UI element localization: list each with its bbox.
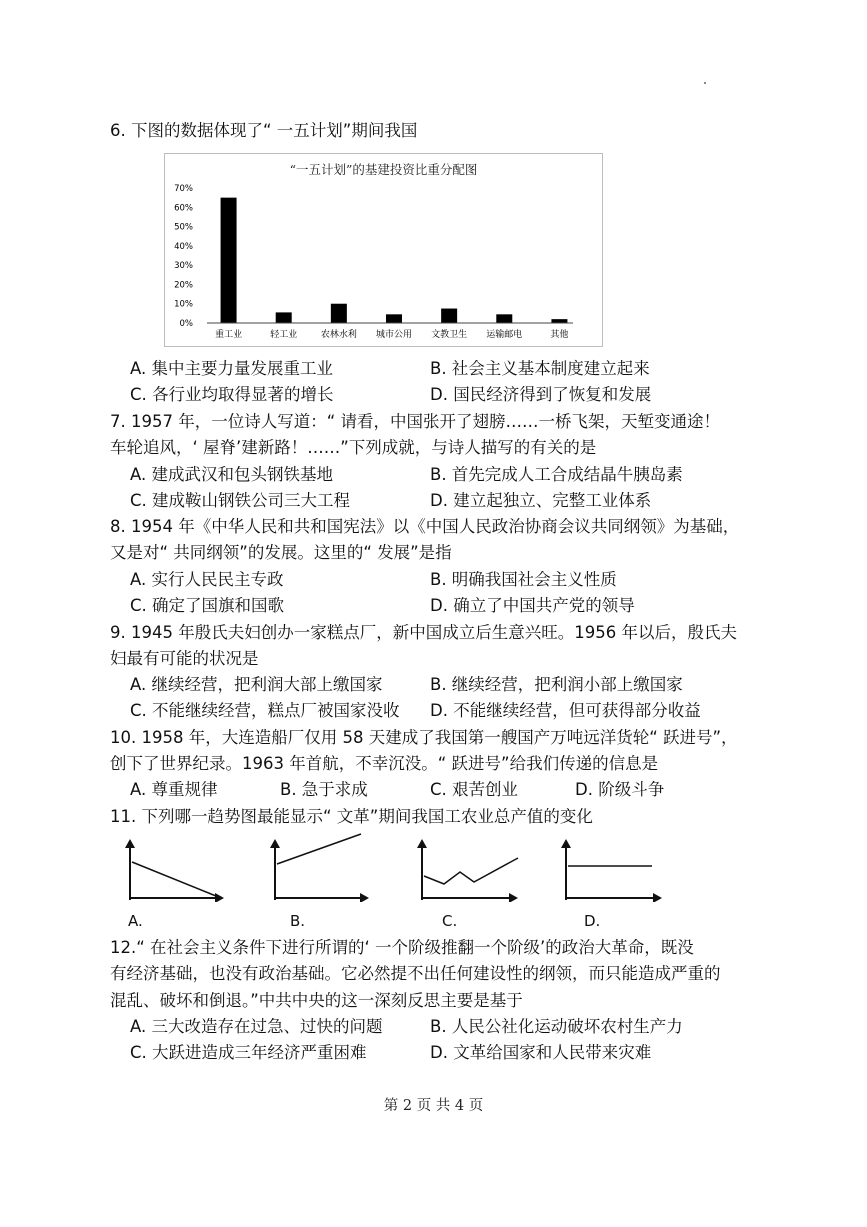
q10-stem-line2: 创下了世界纪录。1963 年首航，不幸沉没。“ 跃进号”给我们传递的信息是 <box>110 754 659 773</box>
q11-stem: 11. 下列哪一趋势图最能显示“ 文革”期间我国工农业总产值的变化 <box>110 807 593 826</box>
q9-option-a[interactable]: A. 继续经营，把利润大部上缴国家 <box>130 675 383 694</box>
q8-stem-line1: 8. 1954 年《中华人民和共和国宪法》以《中国人民政治协商会议共同纲领》为基础， <box>110 517 740 536</box>
y-tick-label: 20% <box>174 280 193 291</box>
bar-4 <box>441 309 457 323</box>
q12-option-a[interactable]: A. 三大改造存在过急、过快的问题 <box>130 1017 383 1036</box>
q10-option-c[interactable]: C. 艰苦创业 <box>430 780 519 799</box>
y-tick-label: 70% <box>174 184 193 194</box>
q10-stem-line1: 10. 1958 年，大连造船厂仅用 58 天建成了我国第一艘国产万吨远洋货轮“ 跃进号”， <box>110 728 738 747</box>
y-tick-label: 10% <box>174 299 193 310</box>
x-category-label: 文教卫生 <box>431 330 468 340</box>
bar-3 <box>386 314 402 323</box>
q7-option-c[interactable]: C. 建成鞍山钢铁公司三大工程 <box>130 491 351 510</box>
scan-speck <box>704 82 706 84</box>
x-category-label: 重工业 <box>215 330 243 340</box>
bar-5 <box>496 314 512 323</box>
x-category-label: 运输邮电 <box>486 330 523 340</box>
chart-plot <box>165 154 602 346</box>
trend-label-c: C. <box>442 912 458 930</box>
q8-stem-line2: 又是对“ 共同纲领”的发展。这里的“ 发展”是指 <box>110 543 452 562</box>
y-tick-label: 30% <box>174 261 193 272</box>
q12-stem-line2: 有经济基础，也没有政治基础。它必然提不出任何建设性的纲领，而只能造成严重的 <box>110 964 721 983</box>
bar-chart <box>164 153 603 347</box>
trend-label-d: D. <box>584 912 601 930</box>
bar-2 <box>331 304 347 323</box>
trend-label-a: A. <box>128 912 143 930</box>
trend-chart-d[interactable] <box>556 838 668 902</box>
q8-option-a[interactable]: A. 实行人民民主专政 <box>130 570 284 589</box>
q7-option-d[interactable]: D. 建立起独立、完整工业体系 <box>430 491 652 510</box>
x-category-label: 其他 <box>550 330 569 340</box>
q12-option-b[interactable]: B. 人民公社化运动破坏农村生产力 <box>430 1017 683 1036</box>
q12-option-c[interactable]: C. 大跃进造成三年经济严重困难 <box>130 1043 367 1062</box>
chart-title: “一五计划”的基建投资比重分配图 <box>289 162 478 177</box>
q12-option-d[interactable]: D. 文革给国家和人民带来灾难 <box>430 1043 652 1062</box>
trend-label-b: B. <box>290 912 306 930</box>
q6-option-c[interactable]: C. 各行业均取得显著的增长 <box>130 385 334 404</box>
q6-stem: 6. 下图的数据体现了“ 一五计划”期间我国 <box>110 121 418 140</box>
y-tick-label: 50% <box>174 222 193 233</box>
trend-chart-a[interactable] <box>120 838 230 902</box>
q9-option-d[interactable]: D. 不能继续经营，但可获得部分收益 <box>430 701 701 720</box>
q7-option-b[interactable]: B. 首先完成人工合成结晶牛胰岛素 <box>430 465 683 484</box>
y-tick-label: 0% <box>179 319 193 329</box>
bar-6 <box>551 319 567 323</box>
q6-option-b[interactable]: B. 社会主义基本制度建立起来 <box>430 359 650 378</box>
q8-option-d[interactable]: D. 确立了中国共产党的领导 <box>430 596 635 615</box>
q6-option-d[interactable]: D. 国民经济得到了恢复和发展 <box>430 385 652 404</box>
q10-option-a[interactable]: A. 尊重规律 <box>130 780 218 799</box>
q9-option-c[interactable]: C. 不能继续经营，糕点厂被国家没收 <box>130 701 400 720</box>
page-footer: 第 2 页 共 4 页 <box>383 1098 484 1114</box>
q7-option-a[interactable]: A. 建成武汉和包头钢铁基地 <box>130 465 333 484</box>
bar-1 <box>276 312 292 323</box>
q6-option-a[interactable]: A. 集中主要力量发展重工业 <box>130 359 333 378</box>
q9-option-b[interactable]: B. 继续经营，把利润小部上缴国家 <box>430 675 683 694</box>
trend-chart-b[interactable] <box>265 830 375 902</box>
q12-stem-line1: 12.“ 在社会主义条件下进行所谓的‘ 一个阶级推翻一个阶级’的政治大革命，既没 <box>110 938 694 957</box>
q12-stem-line3: 混乱、破坏和倒退。”中共中央的这一深刻反思主要是基于 <box>110 991 523 1010</box>
y-tick-label: 60% <box>174 203 193 214</box>
q10-option-d[interactable]: D. 阶级斗争 <box>575 780 665 799</box>
q9-stem-line2: 妇最有可能的状况是 <box>110 649 259 668</box>
q8-option-c[interactable]: C. 确定了国旗和国歌 <box>130 596 285 615</box>
x-category-label: 城市公用 <box>375 330 413 340</box>
trend-chart-c[interactable] <box>412 838 524 902</box>
y-tick-label: 40% <box>174 241 193 252</box>
q8-option-b[interactable]: B. 明确我国社会主义性质 <box>430 570 617 589</box>
q9-stem-line1: 9. 1945 年殷氏夫妇创办一家糕点厂，新中国成立后生意兴旺。1956 年以后，殷氏夫 <box>110 623 737 642</box>
q7-stem-line1: 7. 1957 年，一位诗人写道：“ 请看，中国张开了翅膀……一桥飞架，天堑变通途！ <box>110 412 721 431</box>
x-category-label: 农林水利 <box>320 330 357 340</box>
q7-stem-line2: 车轮追风，‘ 屋脊’建新路！……”下列成就，与诗人描写的有关的是 <box>110 438 597 457</box>
x-category-label: 轻工业 <box>270 330 298 340</box>
q10-option-b[interactable]: B. 急于求成 <box>280 780 368 799</box>
bar-0 <box>221 198 237 323</box>
